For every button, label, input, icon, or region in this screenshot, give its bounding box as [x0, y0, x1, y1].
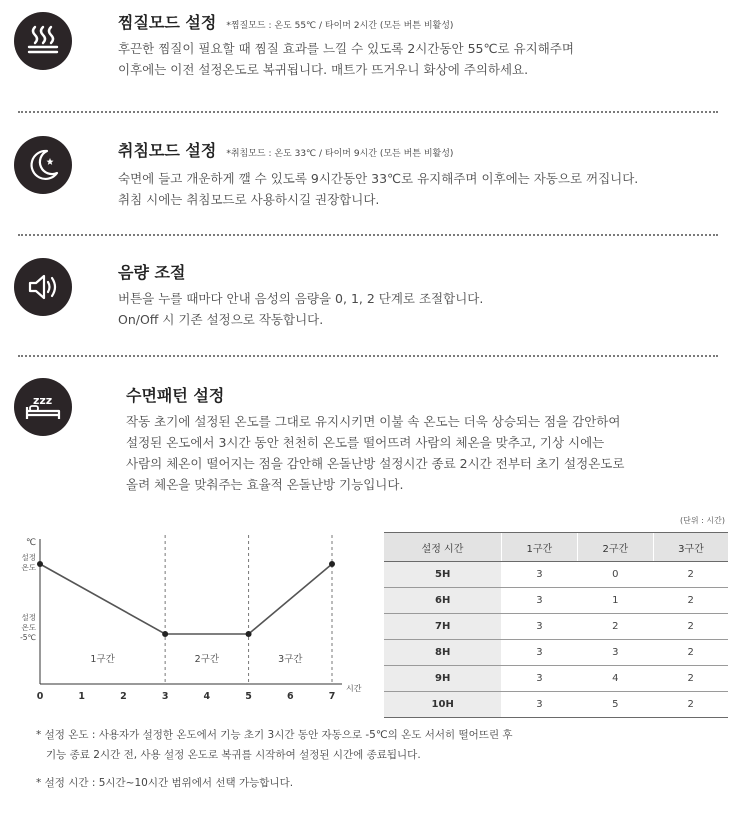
sleep-pattern-title: 수면패턴 설정 — [126, 386, 225, 405]
table-cell: 3 — [501, 692, 577, 718]
zone-label: 1구간 — [90, 654, 115, 665]
volume-title: 음량 조절 — [118, 263, 186, 282]
zzz-text: zzz — [33, 394, 53, 407]
table-row — [384, 614, 728, 640]
divider — [18, 111, 718, 113]
divider — [18, 355, 718, 357]
moon-icon — [14, 136, 72, 194]
table-cell: 3 — [501, 614, 577, 640]
table-cell: 3 — [501, 588, 577, 614]
data-point — [162, 631, 168, 637]
y-label: 온도 — [21, 563, 36, 572]
table-cell: 1 — [577, 588, 653, 614]
sleep-bed-icon — [14, 378, 72, 436]
table-cell: 9H — [384, 666, 501, 692]
table-row — [384, 666, 728, 692]
data-point — [37, 561, 43, 567]
x-tick-label: 1 — [78, 691, 86, 702]
steam-icon — [14, 12, 72, 70]
table-header-row — [384, 533, 728, 562]
table-cell: 2 — [653, 562, 728, 588]
x-tick-label: 6 — [286, 691, 294, 702]
table-cell: 6H — [384, 588, 501, 614]
x-tick-label: 7 — [328, 691, 336, 702]
table-cell: 5H — [384, 562, 501, 588]
table-header: 3구간 — [653, 533, 728, 562]
x-tick-label: 0 — [36, 691, 44, 702]
y-unit-label: ℃ — [26, 538, 37, 548]
table-cell: 3 — [577, 640, 653, 666]
table-cell: 0 — [577, 562, 653, 588]
zone-table — [384, 532, 728, 718]
zone-label: 2구간 — [194, 654, 220, 665]
table-cell: 8H — [384, 640, 501, 666]
sleep-mode-note: *취침모드 : 온도 33℃ / 타이머 9시간 (모든 버튼 비활성) — [226, 149, 454, 159]
x-tick-label: 2 — [120, 691, 127, 702]
y-label: 설정 — [21, 613, 36, 622]
table-cell: 2 — [653, 614, 728, 640]
steam-mode-desc: 후끈한 찜질이 필요할 때 찜질 효과를 느낄 수 있도록 2시간동안 55℃로 유지해주며 이후에는 이전 설정온도로 복귀됩니다. 매트가 뜨거우니 화상에 주의하세요. — [118, 41, 574, 77]
x-tick-label: 4 — [203, 691, 211, 702]
sleep-mode-desc: 숙면에 들고 개운하게 깰 수 있도록 9시간동안 33℃로 유지해주며 이후에는 자동으로 꺼집니다. 취침 시에는 취침모드로 사용하시길 권장합니다. — [118, 171, 639, 207]
table-cell: 2 — [653, 692, 728, 718]
y-label: 온도 — [21, 623, 36, 632]
divider — [18, 234, 718, 236]
x-axis-label: 시간 — [346, 684, 362, 693]
footnote: * 설정 온도 : 사용자가 설정한 온도에서 기능 초기 3시간 동안 자동으로 -5℃의 온도 서서히 떨어뜨린 후 — [36, 729, 513, 741]
footnotes — [36, 725, 513, 793]
table-cell: 3 — [501, 640, 577, 666]
data-point — [329, 561, 335, 567]
table-row — [384, 692, 728, 718]
speaker-icon — [14, 258, 72, 316]
footnote: 기능 종료 2시간 전, 사용 설정 온도로 복귀를 시작하여 설정된 시간에 종료됩니다. — [36, 749, 421, 761]
data-point — [246, 631, 252, 637]
y-label: 설정 — [21, 553, 36, 562]
table-header: 1구간 — [501, 533, 577, 562]
steam-mode-title: 찜질모드 설정 *찜질모드 : 온도 55℃ / 타이머 2시간 (모든 버튼 비활성) — [118, 13, 454, 32]
sleep-pattern-chart — [14, 527, 384, 707]
table-cell: 10H — [384, 692, 501, 718]
footnote: * 설정 시간 : 5시간~10시간 범위에서 선택 가능합니다. — [36, 777, 294, 789]
table-cell: 2 — [577, 614, 653, 640]
temperature-line — [40, 564, 332, 634]
table-cell: 2 — [653, 666, 728, 692]
zone-label: 3구간 — [278, 654, 303, 665]
table-cell: 7H — [384, 614, 501, 640]
table-cell: 2 — [653, 640, 728, 666]
steam-mode-note: *찜질모드 : 온도 55℃ / 타이머 2시간 (모든 버튼 비활성) — [226, 21, 454, 31]
table-cell: 5 — [577, 692, 653, 718]
table-row — [384, 562, 728, 588]
sleep-mode-title: 취침모드 설정 *취침모드 : 온도 33℃ / 타이머 9시간 (모든 버튼 비활성) — [118, 141, 454, 160]
table-header: 2구간 — [577, 533, 653, 562]
volume-desc: 버튼을 누를 때마다 안내 음성의 음량을 0, 1, 2 단계로 조절합니다. On/Off 시 기존 설정으로 작동합니다. — [118, 291, 484, 327]
table-cell: 2 — [653, 588, 728, 614]
sleep-pattern-desc: 작동 초기에 설정된 온도를 그대로 유지시키면 이불 속 온도는 더욱 상승되는 점을 감안하여 설정된 온도에서 3시간 동안 천천히 온도를 떨어뜨려 사람의 체온을 맞추고, 기상 시에는 사람의 체온이 떨어지는 점을 감안해 온돌난방 설정시간 종료 2시간 전부터 초기 설정온도로 올려 체온을 맞춰주는 효율적 온돌난방 기능입니다. — [126, 414, 625, 492]
table-unit: (단위 : 시간) — [680, 516, 725, 525]
table-row — [384, 588, 728, 614]
x-tick-label: 5 — [245, 691, 252, 702]
table-row — [384, 640, 728, 666]
y-label: -5℃ — [20, 633, 36, 642]
table-cell: 3 — [501, 666, 577, 692]
table-cell: 3 — [501, 562, 577, 588]
table-cell: 4 — [577, 666, 653, 692]
table-header: 설정 시간 — [384, 533, 501, 562]
x-tick-label: 3 — [161, 691, 169, 702]
